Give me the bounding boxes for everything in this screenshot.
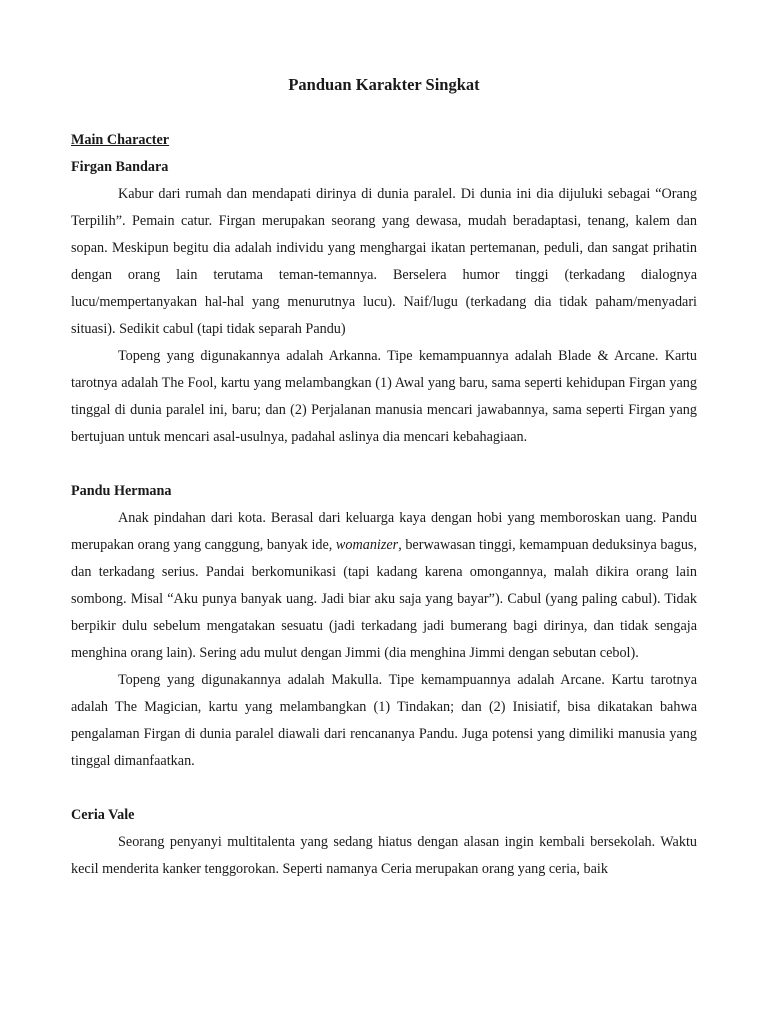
ceria-description-paragraph: Seorang penyanyi multitalenta yang sedang hiatus dengan alasan ingin kembali bersekolah. Waktu kecil menderita kanker tenggorokan. Seperti namanya Ceria merupakan orang yang ceria, baik — [71, 834, 697, 877]
firgan-mask-paragraph: Topeng yang digunakannya adalah Arkanna. Tipe kemampuannya adalah Blade & Arcane. Kartu tarotnya adalah The Fool, kartu yang melambangkan (1) Awal yang baru, sama seperti kehidupan Firgan yang tinggal di dunia paralel ini, baru; dan (2) Perjalanan manusia mencari jawabannya, sama seperti Firgan yang bertujuan untuk mencari asal-usulnya, padahal aslinya dia mencari kebahagiaan. — [71, 348, 697, 445]
section-heading-main-character: Main Character — [71, 132, 170, 148]
pandu-mask-paragraph: Topeng yang digunakannya adalah Makulla. Tipe kemampuannya adalah Arcane. Kartu tarotnya adalah The Magician, kartu yang melambangkan (1) Tindakan; dan (2) Inisiatif, bisa dikatakan bahwa pengalaman Firgan di dunia paralel diawali dari rencananya Pandu. Juga potensi yang dimiliki manusia yang tinggal dimanfaatkan. — [71, 672, 697, 769]
character-name-firgan: Firgan Bandara — [71, 159, 169, 175]
document-page — [71, 74, 697, 883]
character-name-ceria: Ceria Vale — [71, 807, 135, 823]
firgan-description-paragraph: Kabur dari rumah dan mendapati dirinya di dunia paralel. Di dunia ini dia dijuluki sebagai “Orang Terpilih”. Pemain catur. Firgan merupakan seorang yang dewasa, mudah beradaptasi, tenang, kalem dan sopan. Meskipun begitu dia adalah individu yang menghargai ikatan pertemanan, peduli, dan sangat prihatin dengan orang lain terutama teman-temannya. Berselera humor tinggi (terkadang dialognya lucu/mempertanyakan hal-hal yang menurutnya lucu). Naif/lugu (terkadang dia tidak paham/menyadari situasi). Sedikit cabul (tapi tidak separah Pandu) — [71, 186, 697, 337]
character-name-pandu: Pandu Hermana — [71, 483, 172, 499]
pandu-desc-italic-term: womanizer — [335, 537, 399, 553]
document-title: Panduan Karakter Singkat — [288, 75, 480, 94]
pandu-description-paragraph — [71, 505, 697, 667]
pandu-desc-part-1: Anak pindahan dari kota. Berasal dari keluarga kaya dengan hobi yang memboroskan uang. Pandu merupakan orang yang canggung, banyak ide, — [71, 510, 697, 553]
pandu-desc-part-2: , berwawasan tinggi, kemampuan deduksinya bagus, dan terkadang serius. Pandai berkomunikasi (tapi kadang karena omongannya, malah dikira orang lain sombong. Misal “Aku punya banyak uang. Jadi biar aku saja yang bayar”). Cabul (yang paling cabul). Tidak berpikir dulu sebelum mengatakan sesuatu (jadi terkadang jadi bumerang bagi dirinya, dan tidak sengaja menghina orang lain). Sering adu mulut dengan Jimmi (dia menghina Jimmi dengan sebutan cebol). — [71, 537, 697, 661]
